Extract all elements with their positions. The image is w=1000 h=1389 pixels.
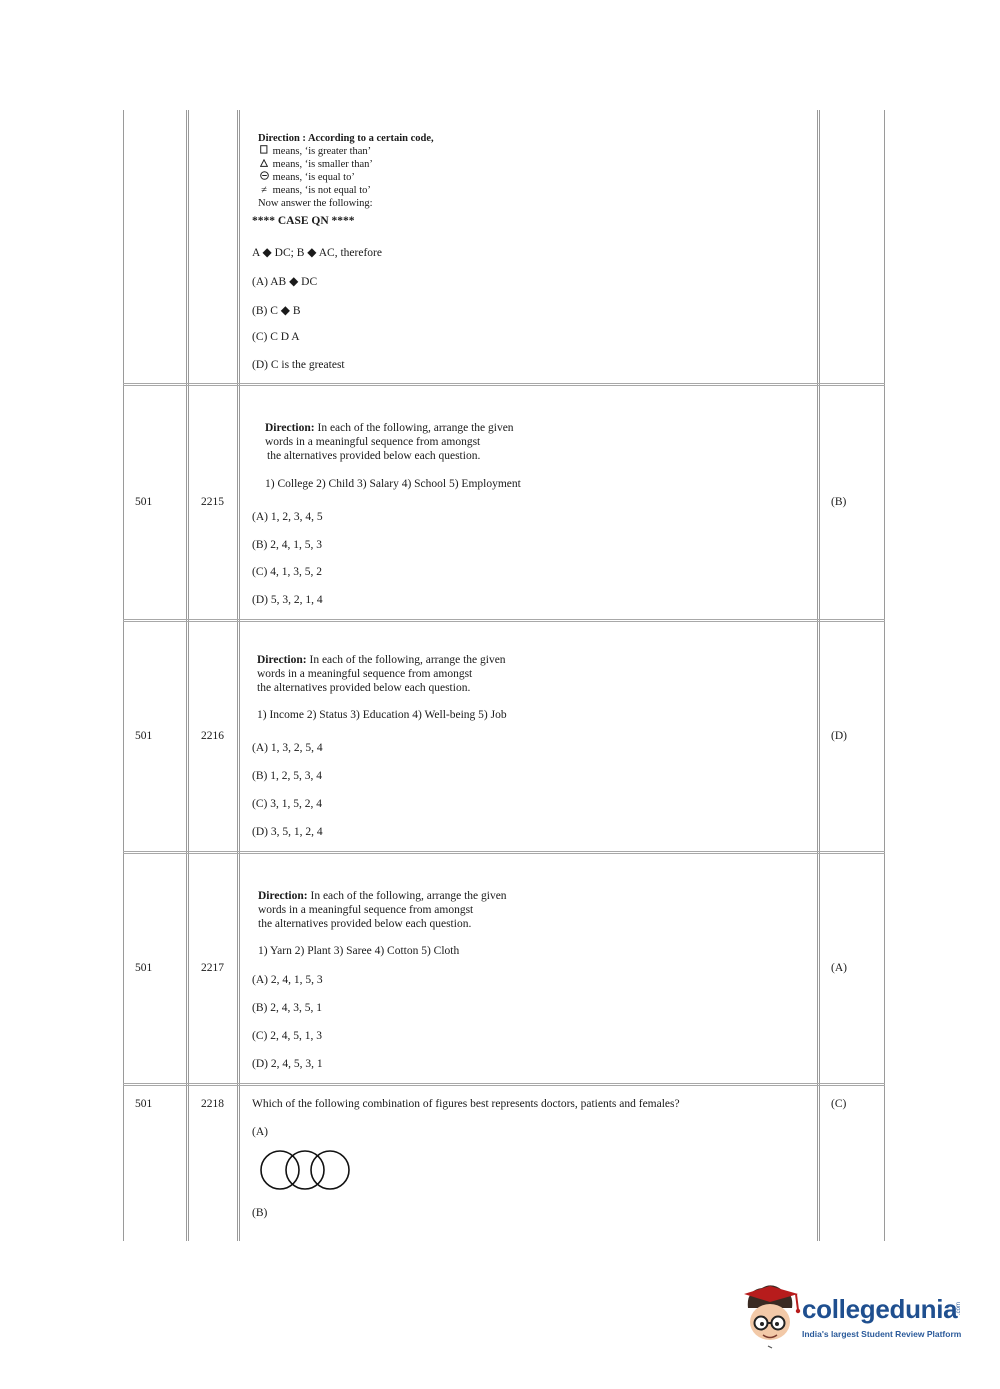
logo-tagline: India's largest Student Review Platform	[802, 1329, 962, 1339]
option-a: (A) 2, 4, 1, 5, 3	[252, 974, 323, 986]
row-col1: 501	[135, 730, 153, 742]
option-b: (B) 2, 4, 1, 5, 3	[252, 539, 322, 551]
case-option-c: (C) C D A	[252, 331, 300, 343]
square-icon	[258, 145, 270, 158]
code-line: means, ‘is greater than’	[258, 145, 434, 158]
row-divider	[123, 383, 885, 386]
case-option-d: (D) C is the greatest	[252, 359, 345, 371]
option-a: (A)	[252, 1126, 268, 1138]
mascot-icon	[740, 1280, 802, 1350]
case-question-stem: A ◆ DC; B ◆ AC, therefore	[252, 245, 382, 259]
word-list: 1) Yarn 2) Plant 3) Saree 4) Cotton 5) Cloth	[258, 945, 460, 957]
logo-suffix: .com	[956, 1302, 962, 1316]
option-c: (C) 2, 4, 5, 1, 3	[252, 1030, 322, 1042]
option-d: (D) 2, 4, 5, 3, 1	[252, 1058, 323, 1070]
direction-text: Direction: In each of the following, arrange the given words in a meaningful sequence from amongst the alternatives provided below each question.	[265, 422, 514, 462]
row-question-id: 2218	[201, 1098, 224, 1110]
option-b: (B)	[252, 1207, 268, 1219]
row-answer: (D)	[831, 730, 847, 742]
option-a: (A) 1, 2, 3, 4, 5	[252, 511, 323, 523]
not-equal-icon: ≠	[261, 185, 267, 196]
row-col1: 501	[135, 962, 153, 974]
column-divider-3	[817, 110, 820, 1241]
row-question-id: 2216	[201, 730, 224, 742]
column-divider-1	[186, 110, 189, 1241]
option-d: (D) 5, 3, 2, 1, 4	[252, 594, 323, 606]
option-b: (B) 2, 4, 3, 5, 1	[252, 1002, 322, 1014]
direction-text: Direction: In each of the following, arrange the given words in a meaningful sequence from amongst the alternatives provided below each question.	[258, 890, 507, 930]
row-col1: 501	[135, 496, 153, 508]
unknown-symbol-icon: ◆	[289, 274, 299, 288]
option-b: (B) 1, 2, 5, 3, 4	[252, 770, 322, 782]
option-a: (A) 1, 3, 2, 5, 4	[252, 742, 323, 754]
three-circles-chain-figure	[258, 1148, 353, 1192]
case-qn-label: **** CASE QN ****	[252, 215, 355, 227]
option-d: (D) 3, 5, 1, 2, 4	[252, 826, 323, 838]
word-list: 1) Income 2) Status 3) Education 4) Well-being 5) Job	[257, 709, 507, 721]
case-option-a: (A) AB ◆ DC	[252, 274, 318, 288]
case-option-b: (B) C ◆ B	[252, 303, 301, 317]
collegedunia-logo	[740, 1280, 970, 1355]
unknown-symbol-icon: ◆	[307, 245, 317, 259]
now-answer-text: Now answer the following:	[258, 198, 373, 209]
logo-wordmark: collegedunia	[802, 1294, 958, 1324]
row-answer: (B)	[831, 496, 847, 508]
column-divider-2	[237, 110, 240, 1241]
row-answer: (A)	[831, 962, 847, 974]
case-direction-title: Direction : According to a certain code,	[258, 133, 434, 144]
question-text: Which of the following combination of figures best represents doctors, patients and females?	[252, 1098, 680, 1110]
row-divider	[123, 619, 885, 622]
option-c: (C) 4, 1, 3, 5, 2	[252, 566, 322, 578]
row-answer: (C)	[831, 1098, 847, 1110]
direction-text: Direction: In each of the following, arrange the given words in a meaningful sequence from amongst the alternatives provided below each question.	[257, 654, 506, 694]
circle-dot-icon	[258, 171, 270, 184]
code-line: means, ‘is equal to’	[258, 171, 434, 184]
triangle-icon	[258, 158, 270, 171]
code-line: ≠ means, ‘is not equal to’	[258, 184, 434, 197]
option-c: (C) 3, 1, 5, 2, 4	[252, 798, 322, 810]
unknown-symbol-icon: ◆	[262, 245, 272, 259]
row-question-id: 2217	[201, 962, 224, 974]
code-line: means, ‘is smaller than’	[258, 158, 434, 171]
case-direction	[258, 132, 434, 210]
table-border-left	[123, 110, 124, 1241]
table-border-right	[884, 110, 885, 1241]
word-list: 1) College 2) Child 3) Salary 4) School 5) Employment	[265, 478, 521, 490]
row-question-id: 2215	[201, 496, 224, 508]
row-divider	[123, 1083, 885, 1086]
row-divider	[123, 851, 885, 854]
question-table	[123, 110, 885, 1241]
row-col1: 501	[135, 1098, 153, 1110]
unknown-symbol-icon: ◆	[280, 303, 290, 317]
